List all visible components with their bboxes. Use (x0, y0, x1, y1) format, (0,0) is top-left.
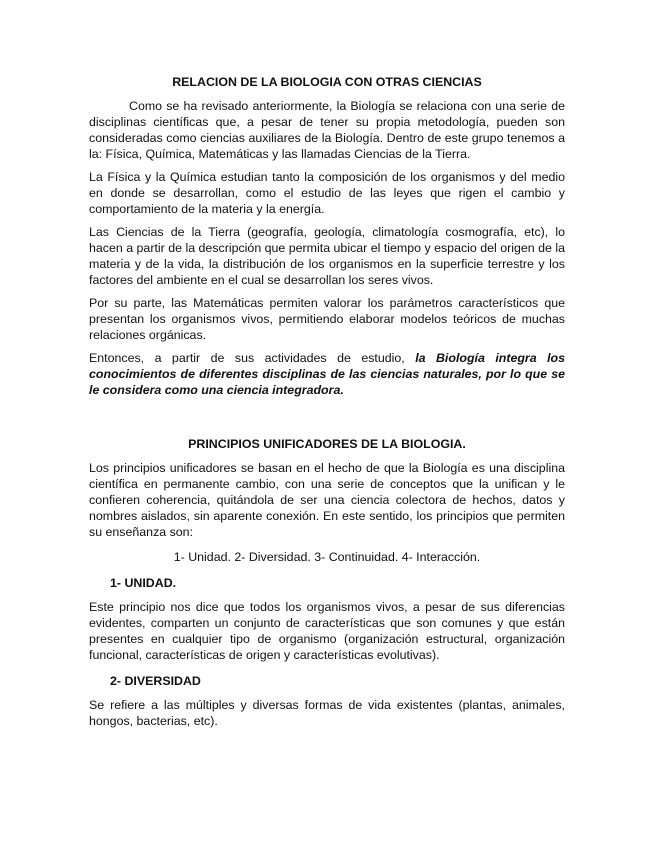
paragraph-unidad: Este principio nos dice que todos los organismos vivos, a pesar de sus diferencias evidentes, comparten un conjunto de características que son comunes y que están presentes en cualquier tipo de organismo (organización estructural, organización funcional, características de origen y características evolutivas). (89, 600, 565, 662)
conclusion-text: Entonces, a partir de sus actividades de estudio, (89, 351, 416, 365)
paragraph-fisica-quimica: La Física y la Química estudian tanto la composición de los organismos y del medio en donde se desarrollan, como el estudio de las leyes que rigen el cambio y comportamiento de la materia y la energía. (89, 170, 565, 216)
section-title-principios: PRINCIPIOS UNIFICADORES DE LA BIOLOGIA. (188, 437, 466, 451)
paragraph-conclusion (89, 350, 565, 398)
paragraph-matematicas: Por su parte, las Matemáticas permiten valorar los parámetros característicos que presentan los organismos vivos, permitiendo elaborar modelos teóricos de muchas relaciones orgánicas. (89, 296, 565, 342)
heading-diversidad: 2- DIVERSIDAD (110, 674, 201, 688)
heading-unidad: 1- UNIDAD. (110, 576, 177, 590)
paragraph-relacion-intro: Como se ha revisado anteriormente, la Biología se relaciona con una serie de disciplinas científicas que, a pesar de tener su propia metodología, pueden son consideradas como ciencias auxiliares de la Biología. Dentro de este grupo tenemos a la: Física, Química, Matemáticas y las llamadas Ciencias de la Tierra. (89, 99, 565, 161)
principles-list: 1- Unidad. 2- Diversidad. 3- Continuidad. 4- Interacción. (173, 550, 481, 564)
paragraph-principios-intro: Los principios unificadores se basan en el hecho de que la Biología es una disciplina científica en permanente cambio, con una serie de conceptos que la unifican y le confieren coherencia, quitándola de ser una ciencia colectora de hechos, datos y nombres aislados, sin aparente conexión. En este sentido, los principios que permiten su enseñanza son: (89, 461, 565, 539)
document-page (89, 74, 565, 729)
paragraph-diversidad: Se refiere a las múltiples y diversas formas de vida existentes (plantas, animales, hongos, bacterias, etc). (89, 698, 565, 728)
section-title-relacion: RELACION DE LA BIOLOGIA CON OTRAS CIENCIAS (172, 75, 482, 89)
conclusion-emphasis: la Biología integra los conocimientos de diferentes disciplinas de las ciencias naturales, por lo que se le considera como una ciencia integradora. (89, 351, 566, 397)
paragraph-ciencias-tierra: Las Ciencias de la Tierra (geografía, geología, climatología cosmografía, etc), lo hacen a partir de la descripción que permita ubicar el tiempo y espacio del origen de la materia y de la vida, la distribución de los organismos en la superficie terrestre y los factores del ambiente en el cual se desarrollan los seres vivos. (89, 225, 565, 287)
